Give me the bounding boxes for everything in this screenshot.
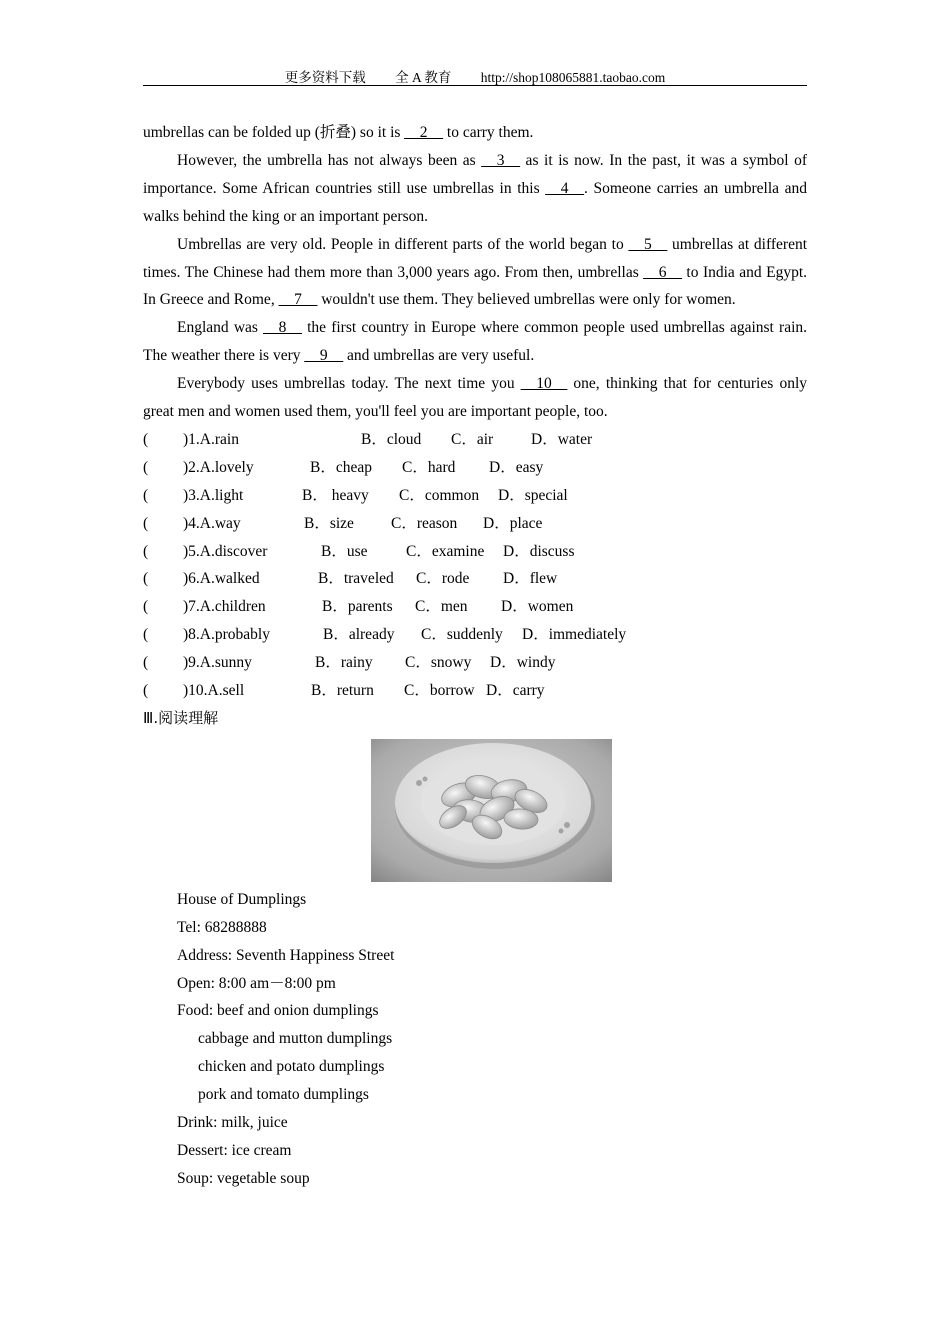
blank-6: __6__ [643, 263, 682, 281]
ad-food-item: cabbage and mutton dumplings [198, 1030, 393, 1048]
question-list [143, 426, 807, 705]
ad-dessert: Dessert: ice cream [177, 1141, 292, 1159]
ad-open-hours: Open: 8:00 am－8:00 pm [177, 974, 336, 992]
dumplings-plate-photo [371, 739, 612, 882]
blank-2: __2__ [404, 124, 444, 141]
header-left-text: 更多资料下载 [284, 70, 366, 85]
passage-paragraph-4: Everybody uses umbrellas today. The next time you __10__ one, thinking that for centuries only great men and women used them, you'll feel you are important people, too. [143, 375, 807, 421]
passage-paragraph-0: umbrellas can be folded up (折叠) so it is __2__ to carry them. [143, 124, 534, 141]
blank-10: __10__ [520, 375, 568, 393]
blank-8: __8__ [263, 319, 302, 337]
question-8: ( )8.A.probably B．already C．suddenly D．immediately [143, 626, 627, 644]
ad-soup: Soup: vegetable soup [177, 1169, 310, 1187]
blank-3: __3__ [481, 151, 520, 169]
passage-paragraph-2: Umbrellas are very old. People in different parts of the world began to __5__ umbrellas at different times. The Chinese had them more than 3,000 years ago. From then, umbrellas __6__ to India and Egypt. In Greece and Rome, __7__ wouldn't use them. They believed umbrellas were only for women. [143, 235, 808, 309]
question-5: ( )5.A.discover B．use C．examine D．discuss [143, 542, 575, 560]
question-3: ( )3.A.light B． heavy C．common D．special [143, 486, 568, 504]
blank-5: __5__ [628, 235, 668, 253]
restaurant-ad [143, 886, 807, 1193]
section-3-title: Ⅲ.阅读理解 [143, 708, 219, 727]
question-2: ( )2.A.lovely B．cheap C．hard D．easy [143, 458, 544, 476]
blank-7: __7__ [278, 291, 318, 309]
header-url-text: http://shop108065881.taobao.com [480, 70, 666, 85]
ad-food-item: pork and tomato dumplings [198, 1086, 369, 1104]
ad-name: House of Dumplings [177, 890, 307, 908]
passage-paragraph-1: However, the umbrella has not always been as __3__ as it is now. In the past, it was a symbol of importance. Some African countries still use umbrellas in this __4__. Someone carries an umbrella and walks behind the king or an important person. [143, 151, 807, 225]
question-10: ( )10.A.sell B．return C．borrow D．carry [143, 681, 545, 699]
question-7: ( )7.A.children B．parents C．men D．women [143, 598, 574, 616]
question-1: ( )1.A.rain B．cloud C．air D．water [143, 430, 593, 448]
question-6: ( )6.A.walked B．traveled C．rode D．flew [143, 570, 558, 588]
passage-paragraph-3: England was __8__ the first country in Europe where common people used umbrellas against rain. The weather there is very __9__ and umbrellas are very useful. [143, 319, 808, 365]
page-header [143, 66, 807, 86]
header-middle-text: 全 A 教育 [395, 70, 452, 85]
ad-food: Food: beef and onion dumplings [177, 1002, 379, 1020]
blank-4: __4__ [545, 179, 584, 197]
blank-9: __9__ [304, 347, 344, 365]
ad-address: Address: Seventh Happiness Street [177, 946, 395, 964]
question-4: ( )4.A.way B．size C．reason D．place [143, 514, 543, 532]
ad-tel: Tel: 68288888 [177, 918, 267, 936]
ad-food-item: chicken and potato dumplings [198, 1058, 385, 1076]
document-body [143, 119, 807, 1193]
ad-drink: Drink: milk, juice [177, 1114, 288, 1132]
question-9: ( )9.A.sunny B．rainy C．snowy D．windy [143, 654, 556, 672]
